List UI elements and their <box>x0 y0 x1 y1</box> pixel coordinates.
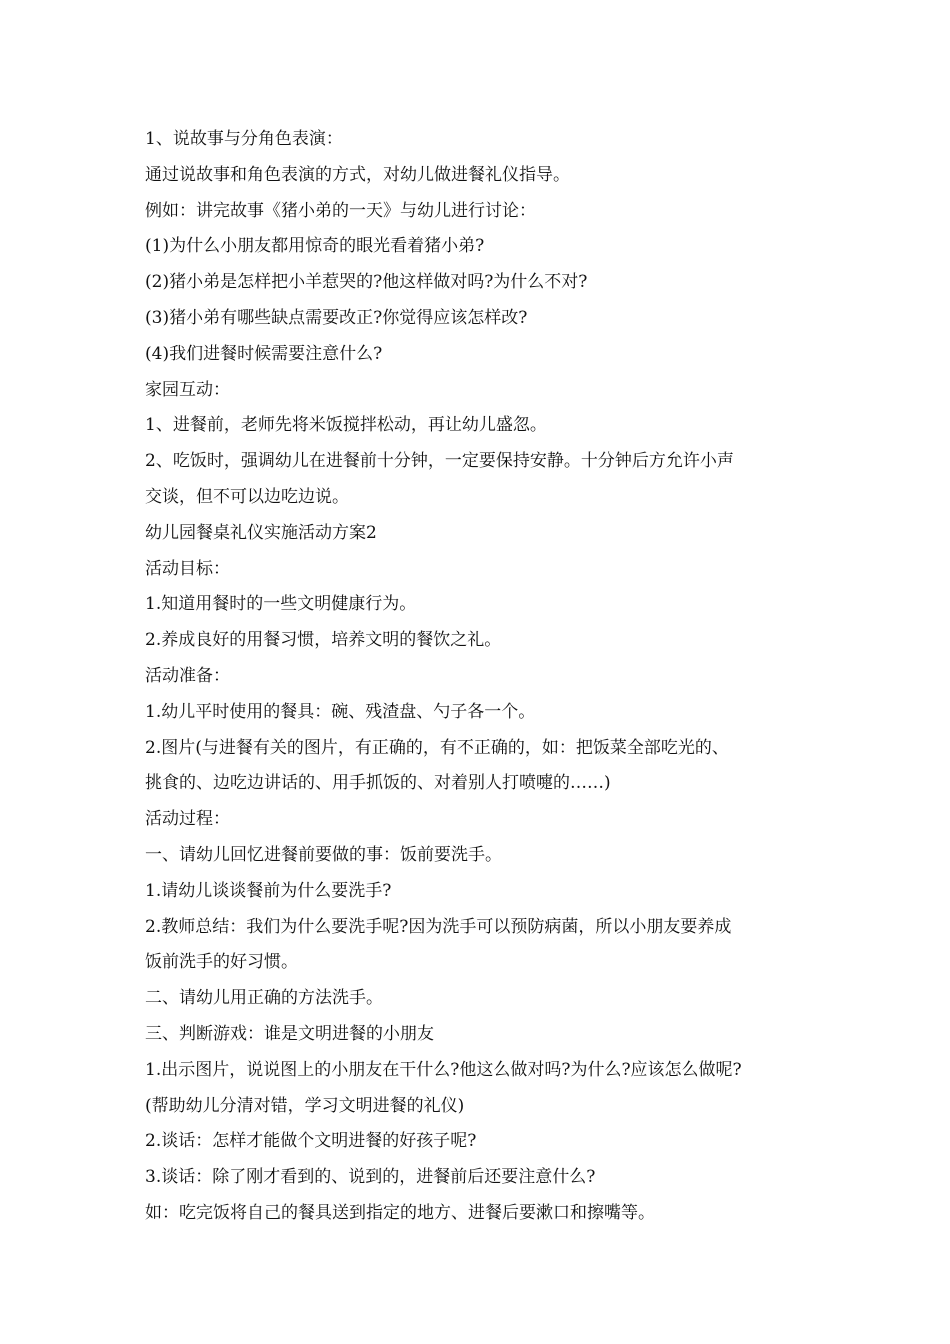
text-line: 交谈，但不可以边吃边说。 <box>145 486 349 507</box>
section-heading: 活动准备： <box>145 665 230 686</box>
text-line: (1)为什么小朋友都用惊奇的眼光看着猪小弟? <box>145 236 485 257</box>
text-line: 如：吃完饭将自己的餐具送到指定的地方、进餐后要漱口和擦嘴等。 <box>145 1202 655 1223</box>
text-line: 2.教师总结：我们为什么要洗手呢?因为洗手可以预防病菌，所以小朋友要养成 <box>145 916 732 937</box>
text-line: 饭前洗手的好习惯。 <box>145 952 298 973</box>
text-line: 二、请幼儿用正确的方法洗手。 <box>145 988 383 1009</box>
text-line: 1、说故事与分角色表演： <box>145 129 343 149</box>
section-heading: 活动目标： <box>145 558 230 579</box>
text-line: 2.谈话：怎样才能做个文明进餐的好孩子呢? <box>145 1131 477 1152</box>
text-line: 一、请幼儿回忆进餐前要做的事：饭前要洗手。 <box>145 844 502 865</box>
text-line: 三、判断游戏：谁是文明进餐的小朋友 <box>145 1023 434 1044</box>
text-line: (帮助幼儿分清对错，学习文明进餐的礼仪) <box>145 1095 465 1116</box>
section-heading: 活动过程： <box>145 809 230 830</box>
text-line: 1、进餐前，老师先将米饭搅拌松动，再让幼儿盛忽。 <box>145 415 547 436</box>
text-line: 3.谈话：除了刚才看到的、说到的，进餐前后还要注意什么? <box>145 1167 596 1188</box>
text-line: (4)我们进餐时候需要注意什么? <box>145 343 383 364</box>
text-line: 2.图片(与进餐有关的图片，有正确的，有不正确的，如：把饭菜全部吃光的、 <box>145 737 729 758</box>
text-line: 1.请幼儿谈谈餐前为什么要洗手? <box>145 880 392 901</box>
text-line: 挑食的、边吃边讲话的、用手抓饭的、对着别人打喷嚏的……) <box>145 773 611 794</box>
text-line: 例如：讲完故事《猪小弟的一天》与幼儿进行讨论： <box>145 200 536 221</box>
text-line: 2、吃饭时，强调幼儿在进餐前十分钟，一定要保持安静。十分钟后方允许小声 <box>145 451 734 472</box>
section-heading: 家园互动： <box>145 379 230 400</box>
text-line: 2.养成良好的用餐习惯，培养文明的餐饮之礼。 <box>145 630 502 651</box>
document-section-title: 幼儿园餐桌礼仪实施活动方案2 <box>145 522 377 543</box>
text-line: 1.知道用餐时的一些文明健康行为。 <box>145 594 417 615</box>
text-line: 通过说故事和角色表演的方式，对幼儿做进餐礼仪指导。 <box>145 164 570 185</box>
text-line: (3)猪小弟有哪些缺点需要改正?你觉得应该怎样改? <box>145 307 528 328</box>
text-line: (2)猪小弟是怎样把小羊惹哭的?他这样做对吗?为什么不对? <box>145 272 588 293</box>
text-line: 1.幼儿平时使用的餐具：碗、残渣盘、勺子各一个。 <box>145 701 536 722</box>
text-line: 1.出示图片，说说图上的小朋友在干什么?他这么做对吗?为什么?应该怎么做呢? <box>145 1059 742 1080</box>
document-body <box>145 122 810 1232</box>
